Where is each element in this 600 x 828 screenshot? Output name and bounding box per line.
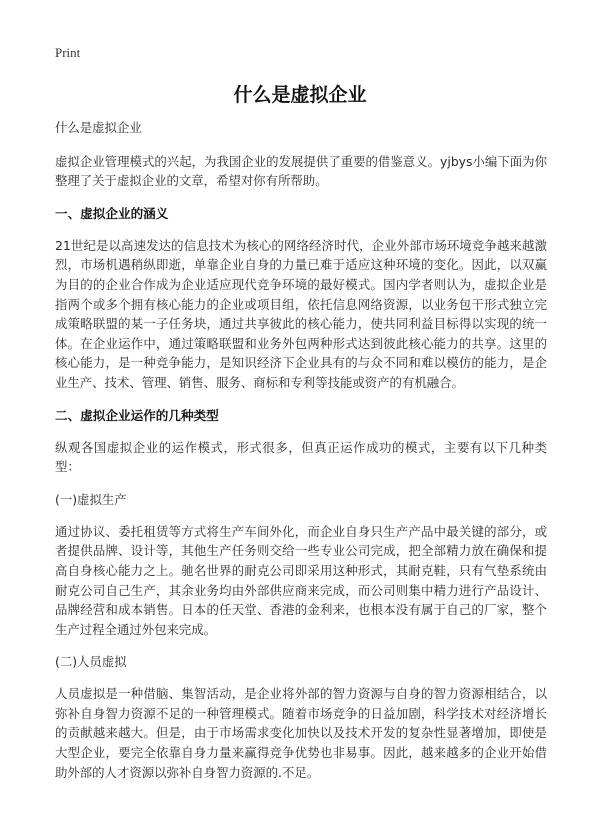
types-intro-paragraph: 纵观各国虚拟企业的运作模式，形式很多，但真正运作成功的模式，主要有以下几种类型： [55,439,547,475]
article-body [55,118,547,795]
subsection-heading-virtual-production: (一)虚拟生产 [55,491,127,507]
subsection-heading-virtual-personnel: (二)人员虚拟 [55,654,127,670]
virtual-production-paragraph: 通过协议、委托租赁等方式将生产车间外化，而企业自身只生产产品中最关键的部分，或者提供品牌、设计等，其他生产任务则交给一些专业公司完成，把全部精力放在确保和提高自身核心能力之上。驰名世界的耐克公司即采用这种形式，其耐克鞋，只有气垫系统由耐克公司自己生产，其余业务均由外部供应商来完成，而公司则集中精力进行产品设计、品牌经营和成本销售。日本的任天堂、香港的金利来，也根本没有属于自己的厂家，整个生产过程全通过外包来完成。 [55,523,547,637]
page-title: 什么是虚拟企业 [233,84,367,106]
virtual-personnel-paragraph: 人员虚拟是一种借脑、集智活动，是企业将外部的智力资源与自身的智力资源相结合，以弥补自身智力资源不足的一种管理模式。随着市场竞争的日益加剧，科学技术对经济增长的贡献越来越大。但是，由于市场需求变化加快以及技术开发的复杂性显著增加，即使是大型企业，要完全依靠自身力量来赢得竞争优势也非易事。因此，越来越多的企业开始借助外部的人才资源以弥补自身智力资源的.不足。 [55,686,547,780]
definition-paragraph: 21世纪是以高速发达的信息技术为核心的网络经济时代，企业外部市场环境竞争越来越激烈，市场机遇稍纵即逝，单靠企业自身的力量已难于适应这种环境的变化。因此，以双赢为目的的企业合作成为企业适应现代竞争环境的最好模式。国内学者则认为，虚拟企业是指两个或多个拥有核心能力的企业或项目组，依托信息网络资源，以业务包干形式独立完成策略联盟的某一子任务块，通过共享彼此的核心能力，使共同利益目标得以实现的统一体。在企业运作中，通过策略联盟和业务外包两种形式达到彼此核心能力的共享。这里的核心能力，是一种竞争能力，是知识经济下企业具有的与众不同和难以模仿的能力，是企业生产、技术、管理、销售、服务、商标和专利等技能或资产的有机融合。 [55,237,547,390]
print-link[interactable]: Print [55,45,81,60]
section-heading-types: 二、虚拟企业运作的几种类型 [55,407,219,423]
article-subtitle: 什么是虚拟企业 [55,120,142,135]
section-heading-definition: 一、虚拟企业的涵义 [55,205,169,221]
intro-paragraph: 虚拟企业管理模式的兴起，为我国企业的发展提供了重要的借鉴意义。yjbys小编下面为你整理了关于虚拟企业的文章，希望对你有所帮助。 [55,153,547,189]
